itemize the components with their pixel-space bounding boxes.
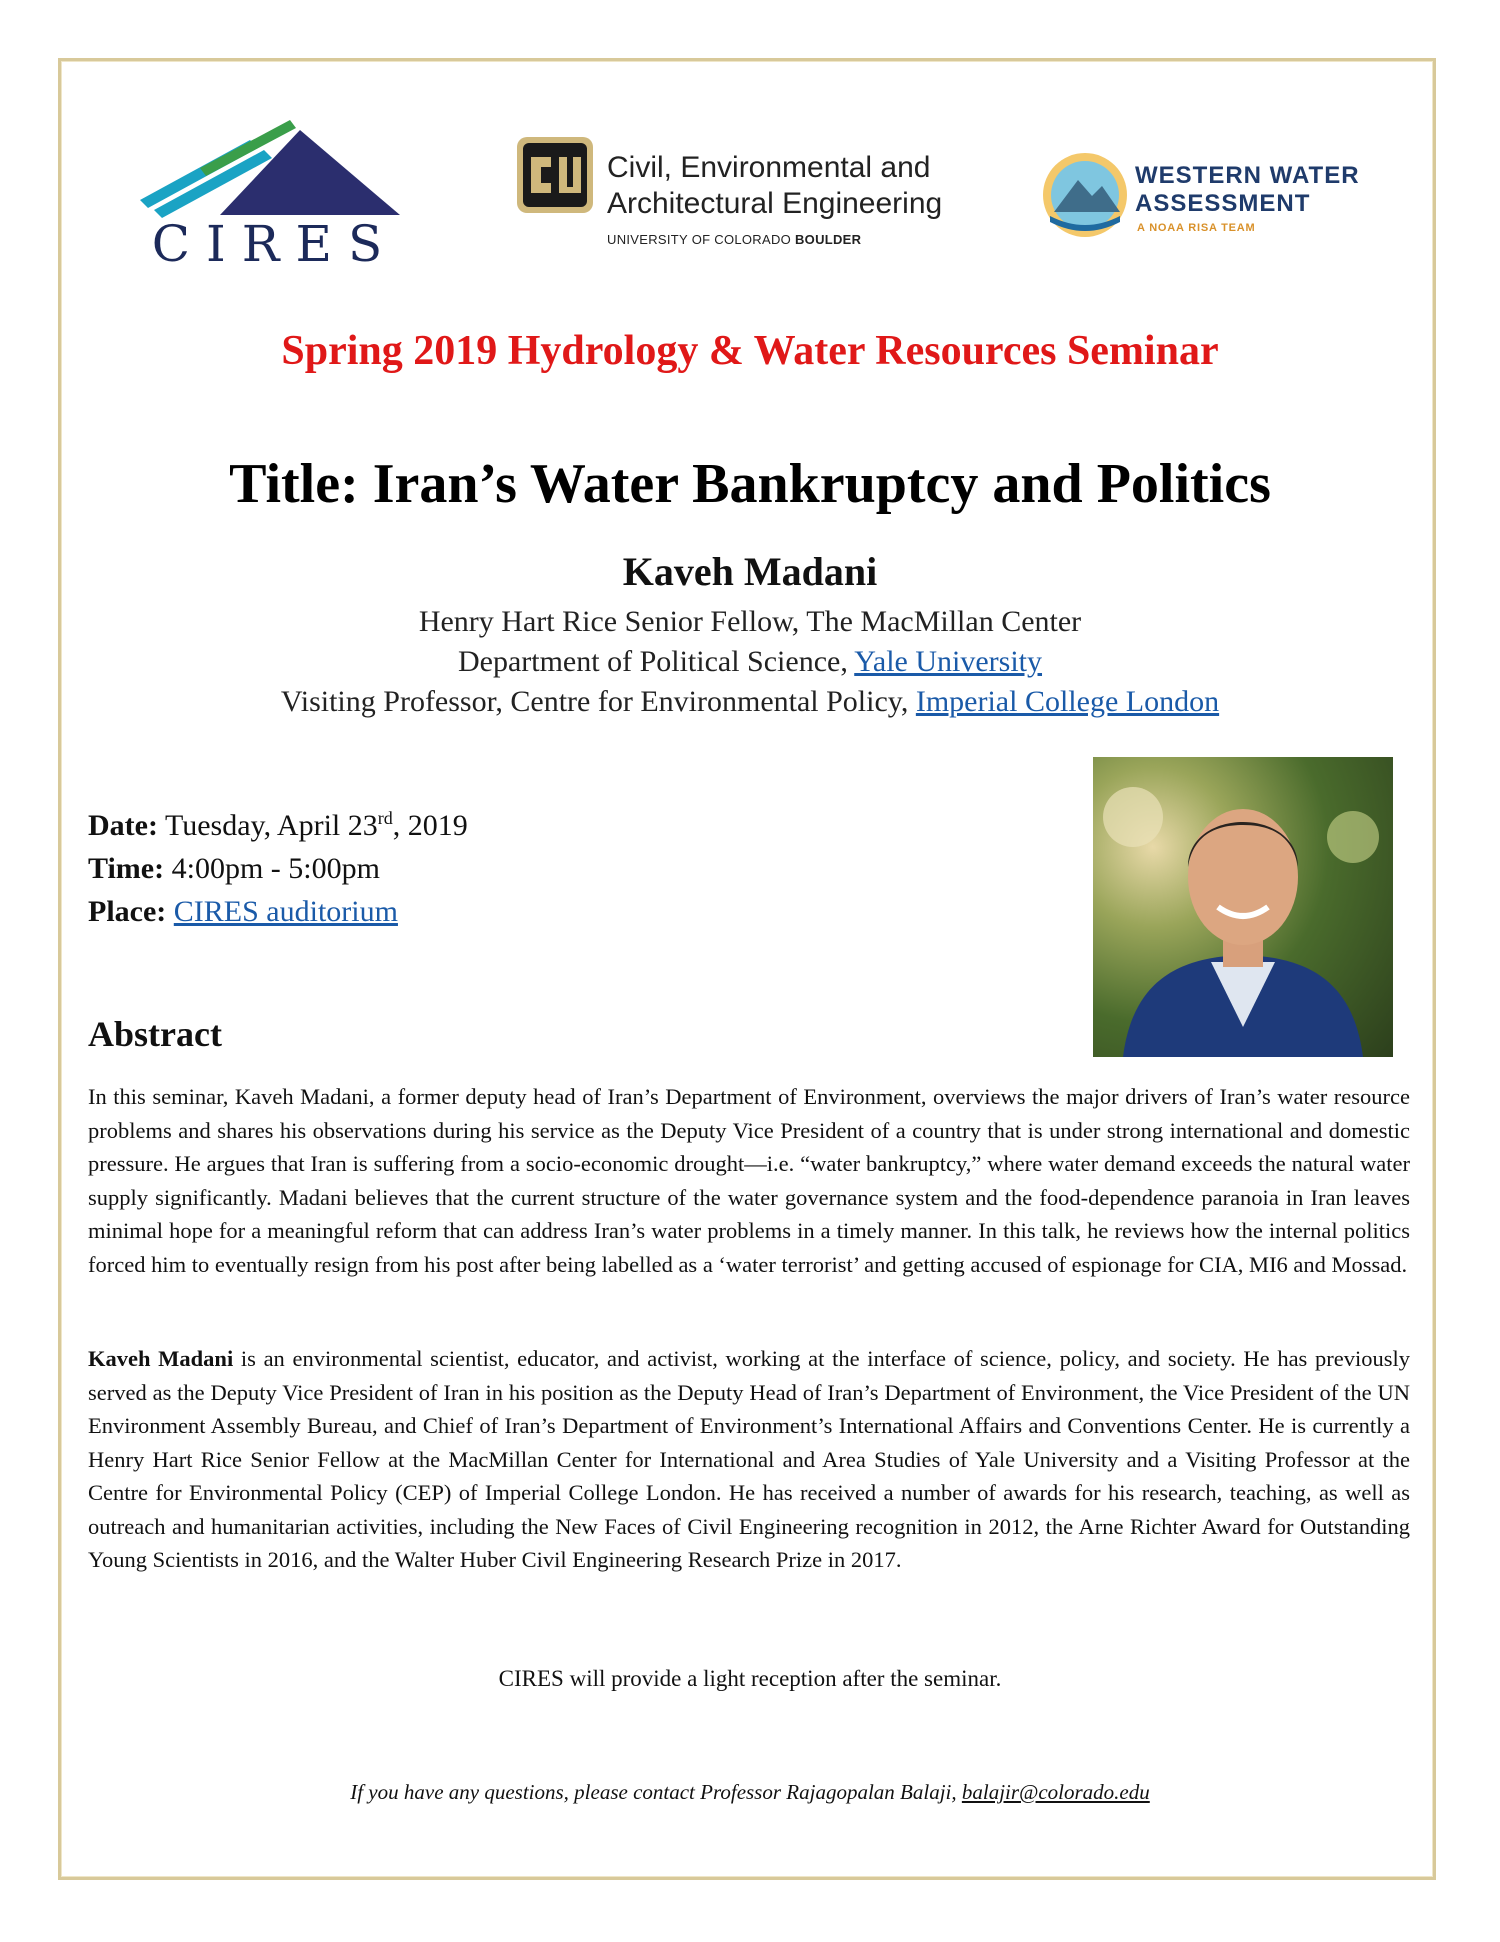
abstract-paragraph: In this seminar, Kaveh Madani, a former deputy head of Iran’s Department of Environment, overviews the major drivers of Iran’s water resource problems and shares his observations during his service as the Deputy Vice President of a country that is under strong international and domestic pressure. He argues that Iran is suffering from a socio-economic drought—i.e. “water bankruptcy,” where water demand exceeds the natural water supply significantly. Madani believes that the current structure of the water governance system and the food-dependence paranoia in Iran leaves minimal hope for a meaningful reform that can address Iran’s water problems in a timely manner. In this talk, he reviews how the internal politics forced him to eventually resign from his post after being labelled as a ‘water terrorist’ and getting accused of espionage for CIA, MI6 and Mossad. (88, 1084, 1410, 1277)
yale-link[interactable]: Yale University (854, 645, 1043, 678)
bio-paragraph: Kaveh Madani is an environmental scientist, educator, and activist, working at the interface of science, policy, and society. He has previously served as the Deputy Vice President of Iran in his position as the Deputy Head of Iran’s Department of Environment, the Vice President of the UN Environment Assembly Bureau, and Chief of Iran’s Department of Environment’s International Affairs and Conventions Center. He is currently a Henry Hart Rice Senior Fellow at the MacMillan Center for International and Area Studies of Yale University and a Visiting Professor at the Centre for Environmental Policy (CEP) of Imperial College London. He has received a number of awards for his research, teaching, as well as outreach and humanitarian activities, including the New Faces of Civil Engineering recognition in 2012, the Arne Richter Award for Outstanding Young Scientists in 2016, and the Walter Huber Civil Engineering Research Prize in 2017. (88, 1346, 1410, 1572)
cu-university: UNIVERSITY OF COLORADO BOULDER (607, 232, 862, 247)
affiliation-line2: Department of Political Science, Yale University (457, 645, 1043, 678)
cu-dept-line2: Architectural Engineering (607, 187, 943, 220)
wwa-line1: WESTERN WATER (1135, 162, 1360, 189)
affiliation-line1: Henry Hart Rice Senior Fellow, The MacMillan Center (418, 605, 1082, 638)
time-row: Time: 4:00pm - 5:00pm (88, 852, 380, 885)
speaker-photo (1093, 757, 1393, 1057)
contact-email-link[interactable]: balajir@colorado.edu (961, 1780, 1150, 1804)
event-details (88, 797, 468, 933)
wwa-logo (1040, 150, 1380, 250)
seminar-heading: Spring 2019 Hydrology & Water Resources Seminar (281, 328, 1219, 374)
cu-logo (515, 135, 943, 255)
cu-dept-line1: Civil, Environmental and (607, 151, 931, 184)
portrait-icon (1093, 757, 1393, 1057)
reception-note: CIRES will provide a light reception after the seminar. (498, 1666, 1002, 1691)
speaker-name: Kaveh Madani (622, 549, 878, 594)
imperial-link[interactable]: Imperial College London (915, 685, 1220, 718)
cires-wordmark: CIRES (151, 215, 399, 273)
mountain-icon (140, 120, 410, 220)
place-row: Place: CIRES auditorium (88, 895, 398, 928)
cu-emblem-icon (515, 135, 595, 215)
sun-mountain-icon (1040, 150, 1130, 240)
place-link[interactable]: CIRES auditorium (173, 895, 398, 928)
contact-line: If you have any questions, please contact Professor Rajagopalan Balaji, balajir@colorado.edu (350, 1780, 1150, 1804)
cires-logo (140, 120, 410, 273)
abstract-heading: Abstract (88, 1014, 222, 1054)
talk-title: Title: Iran’s Water Bankruptcy and Politics (229, 453, 1271, 515)
wwa-tagline: A NOAA RISA TEAM (1137, 222, 1256, 234)
wwa-line2: ASSESSMENT (1135, 190, 1311, 217)
affiliation-line3: Visiting Professor, Centre for Environmental Policy, Imperial College London (280, 685, 1220, 718)
date-row: Date: Tuesday, April 23rd, 2019 (88, 808, 468, 842)
